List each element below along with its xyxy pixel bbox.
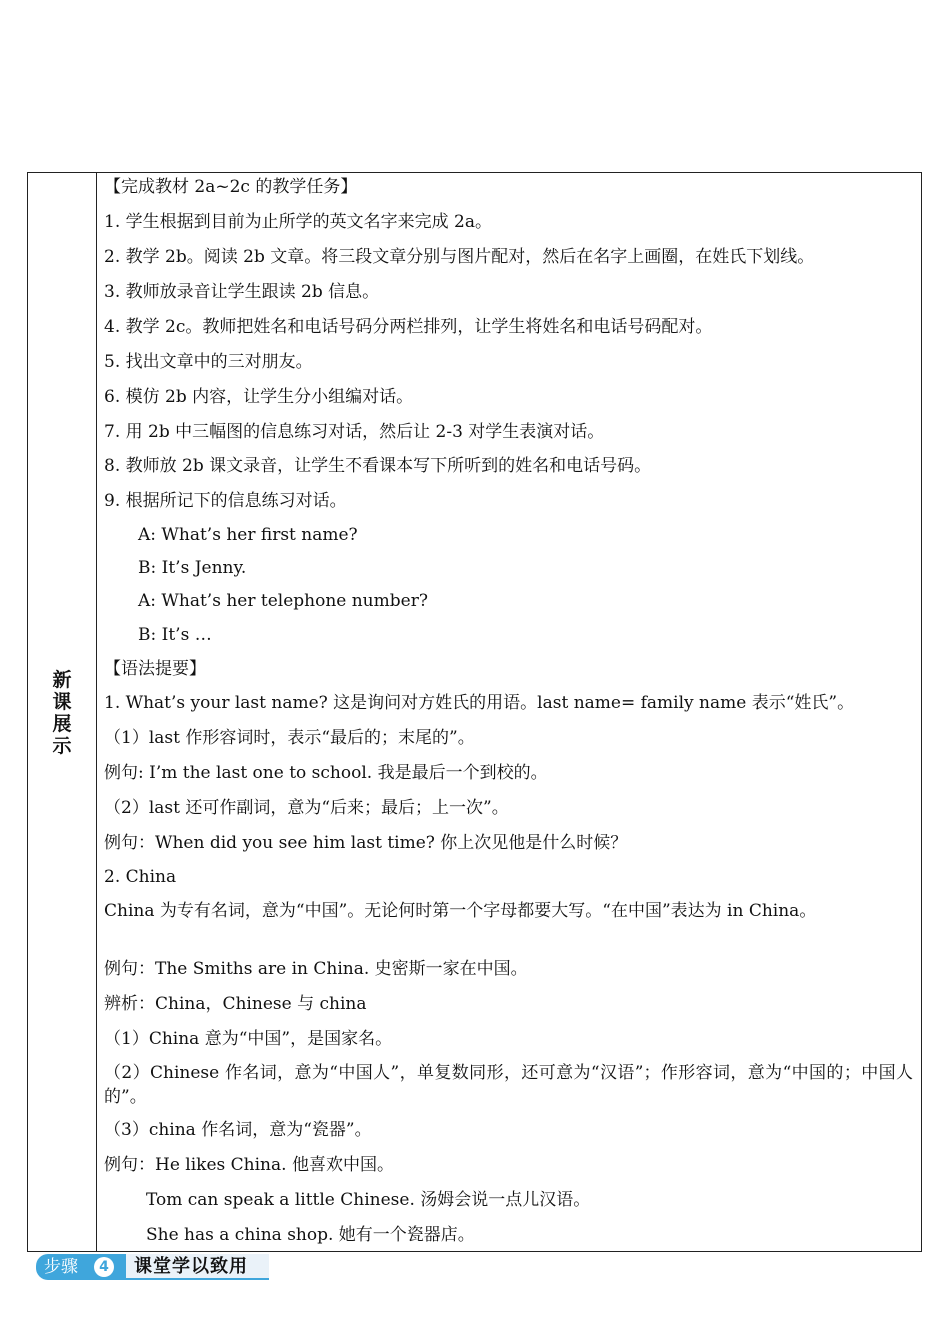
- dialogue-line: B: It’s …: [138, 625, 212, 645]
- dialogue-line: A: What’s her first name?: [138, 525, 358, 545]
- list-item: 9. 根据所记下的信息练习对话。: [104, 491, 347, 511]
- list-item: 7. 用 2b 中三幅图的信息练习对话，然后让 2-3 对学生表演对话。: [104, 422, 605, 442]
- step-number-badge: 4: [94, 1257, 114, 1277]
- step-text: 步骤: [44, 1257, 78, 1277]
- grammar-paragraph: China 为专有名词，意为“中国”。无论何时第一个字母都要大写。“在中国”表达为 in China。: [104, 901, 817, 921]
- step-title: 课堂学以致用: [126, 1254, 269, 1280]
- example-line: 例句：When did you see him last time? 你上次见他是什么时候？: [104, 833, 628, 853]
- grammar-line: （2）last 还可作副词，意为“后来；最后；上一次”。: [104, 798, 509, 818]
- list-item: 1. 学生根据到目前为止所学的英文名字来完成 2a。: [104, 212, 492, 232]
- side-column: [28, 173, 97, 1251]
- dialogue-line: A: What’s her telephone number?: [138, 591, 428, 611]
- lesson-table: [27, 172, 922, 1252]
- grammar-line: （1）last 作形容词时，表示“最后的；末尾的”。: [104, 728, 475, 748]
- section-title: 新 课 展 示: [52, 669, 72, 757]
- list-item: 5. 找出文章中的三对朋友。: [104, 352, 313, 372]
- grammar-paragraph: （2）Chinese 作名词，意为“中国人”，单复数同形，还可意为“汉语”；作形容词，意为“中国的；中国人的”。: [104, 1063, 913, 1107]
- example-line: Tom can speak a little Chinese. 汤姆会说一点儿汉语。: [146, 1190, 591, 1210]
- list-item: 2. 教学 2b。阅读 2b 文章。将三段文章分别与图片配对，然后在名字上画圈，在姓氏下划线。: [104, 247, 815, 267]
- section-heading: 【完成教材 2a~2c 的教学任务】: [104, 177, 358, 197]
- example-line: She has a china shop. 她有一个瓷器店。: [146, 1225, 475, 1245]
- list-item: 4. 教学 2c。教师把姓名和电话号码分两栏排列，让学生将姓名和电话号码配对。: [104, 317, 713, 337]
- grammar-line: 辨析：China，Chinese 与 china: [104, 994, 367, 1014]
- section-heading: 【语法提要】: [104, 659, 206, 679]
- list-item: 8. 教师放 2b 课文录音，让学生不看课本写下所听到的姓名和电话号码。: [104, 456, 652, 476]
- example-line: 例句: I’m the last one to school. 我是最后一个到校的。: [104, 763, 548, 783]
- dialogue-line: B: It’s Jenny.: [138, 558, 247, 578]
- step-banner: [36, 1254, 269, 1280]
- example-line: 例句：He likes China. 他喜欢中国。: [104, 1155, 394, 1175]
- grammar-line: 1. What’s your last name? 这是询问对方姓氏的用语。last name= family name 表示“姓氏”。: [104, 693, 855, 713]
- list-item: 6. 模仿 2b 内容，让学生分小组编对话。: [104, 387, 414, 407]
- step-tab: [36, 1254, 126, 1280]
- grammar-line: 2. China: [104, 867, 177, 887]
- example-line: 例句：The Smiths are in China. 史密斯一家在中国。: [104, 959, 528, 979]
- list-item: 3. 教师放录音让学生跟读 2b 信息。: [104, 282, 380, 302]
- grammar-line: （3）china 作名词，意为“瓷器”。: [104, 1120, 372, 1140]
- grammar-line: （1）China 意为“中国”，是国家名。: [104, 1029, 393, 1049]
